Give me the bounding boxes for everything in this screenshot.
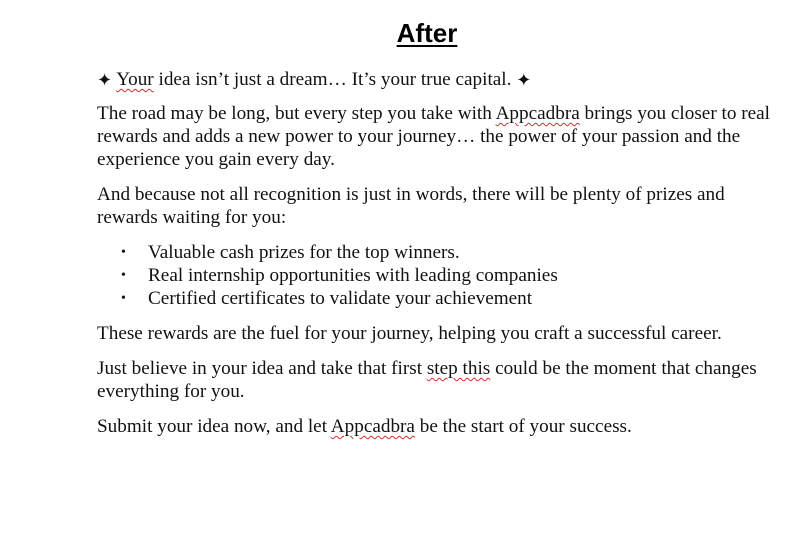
paragraph-believe-text-b: could be the moment that changes everything for you. <box>97 358 757 402</box>
tagline-word-your: Your <box>116 69 154 90</box>
paragraph-journey <box>97 102 777 171</box>
list-item-text: Certified certificates to validate your achievement <box>148 288 533 309</box>
list-item <box>97 264 777 287</box>
bullet-icon: • <box>121 245 126 260</box>
paragraph-believe-text-a: Just believe in your idea and take that first <box>97 358 427 379</box>
list-item <box>97 287 777 310</box>
paragraph-journey-text-a: The road may be long, but every step you take with <box>97 103 496 124</box>
paragraph-believe <box>97 357 777 403</box>
paragraph-fuel: These rewards are the fuel for your journey, helping you craft a successful career. <box>97 323 722 344</box>
sparkles-icon: ✦ <box>97 70 113 91</box>
tagline-text: idea isn’t just a dream… It’s your true capital. <box>153 69 517 90</box>
paragraph-submit-text-a: Submit your idea now, and let <box>97 416 331 437</box>
paragraph-submit <box>97 415 777 438</box>
spellcheck-phrase: step this <box>426 358 491 379</box>
page-title: After <box>396 18 458 48</box>
list-item <box>97 241 777 264</box>
tagline <box>97 68 777 91</box>
bullet-icon: • <box>121 291 126 306</box>
rewards-list <box>97 241 777 310</box>
paragraph-recognition: And because not all recognition is just in words, there will be plenty of prizes and rewards waiting for you: <box>97 184 725 228</box>
sparkles-icon: ✦ <box>516 70 532 91</box>
list-item-text: Valuable cash prizes for the top winners. <box>148 242 460 263</box>
list-item-text: Real internship opportunities with leading companies <box>148 265 558 286</box>
bullet-icon: • <box>121 268 126 283</box>
paragraph-submit-text-b: be the start of your success. <box>414 416 632 437</box>
paragraph-journey-text-b: brings you closer to real rewards and adds a new power to your journey… the power of your passion and the experience you gain every day. <box>97 103 770 170</box>
document-body <box>97 68 777 450</box>
brand-name: Appcadbra <box>495 103 580 124</box>
brand-name: Appcadbra <box>330 416 415 437</box>
